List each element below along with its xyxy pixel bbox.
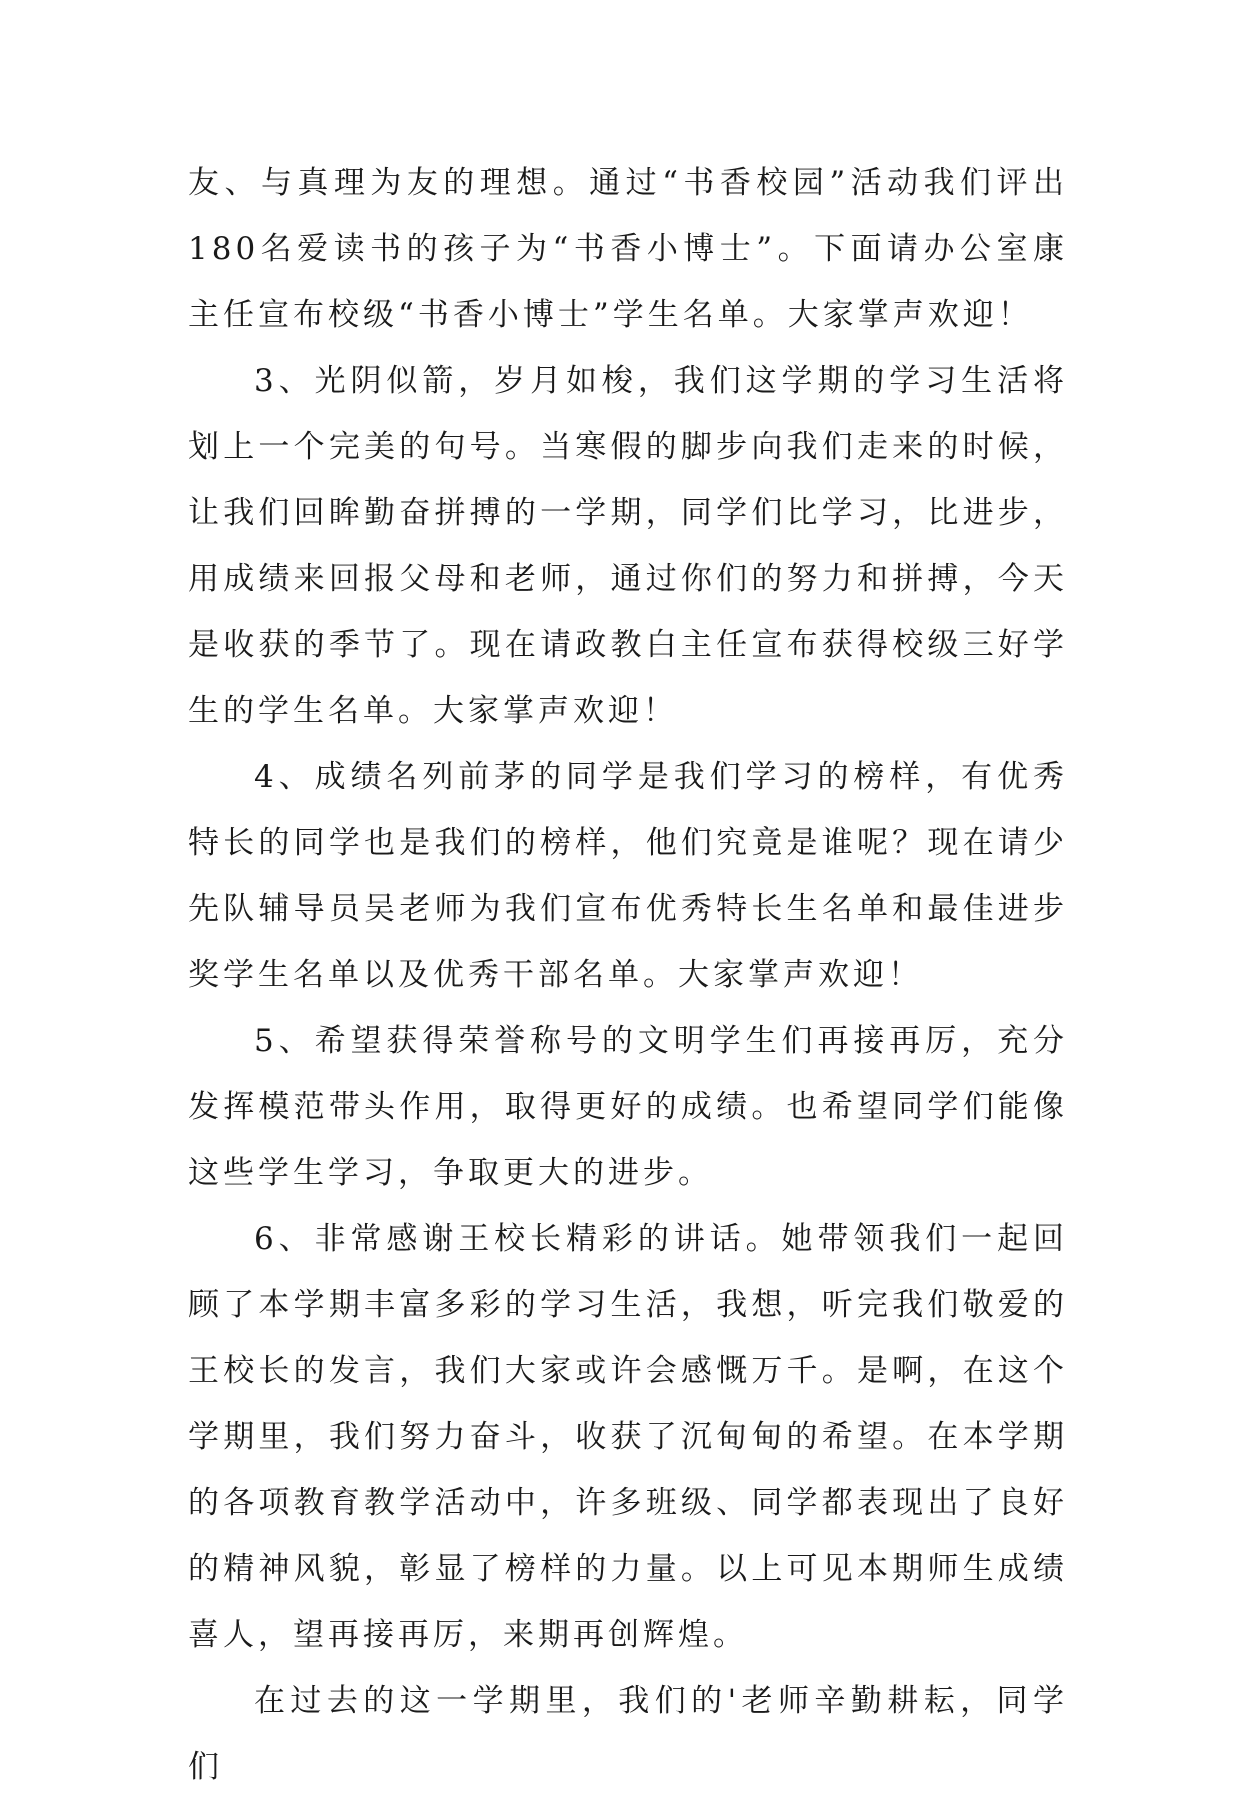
paragraph-1: 友、与真理为友的理想。通过“书香校园”活动我们评出180名爱读书的孩子为“书香小博士”。下面请办公室康主任宣布校级“书香小博士”学生名单。大家掌声欢迎！ [188,165,1068,333]
paragraph-4: 5、希望获得荣誉称号的文明学生们再接再厉，充分发挥模范带头作用，取得更好的成绩。也希望同学们能像这些学生学习，争取更大的进步。 [188,1023,1068,1191]
document-body [188,150,1068,1800]
paragraph-3: 4、成绩名列前茅的同学是我们学习的榜样，有优秀特长的同学也是我们的榜样，他们究竟是谁呢？现在请少先队辅导员吴老师为我们宣布优秀特长生名单和最佳进步奖学生名单以及优秀干部名单。大家掌声欢迎！ [188,759,1068,993]
paragraph-6: 在过去的这一学期里，我们的'老师辛勤耕耘，同学们 [188,1683,1068,1785]
paragraph-2: 3、光阴似箭，岁月如梭，我们这学期的学习生活将划上一个完美的句号。当寒假的脚步向我们走来的时候，让我们回眸勤奋拼搏的一学期，同学们比学习，比进步，用成绩来回报父母和老师，通过你们的努力和拼搏，今天是收获的季节了。现在请政教白主任宣布获得校级三好学生的学生名单。大家掌声欢迎！ [188,363,1068,729]
paragraph-5: 6、非常感谢王校长精彩的讲话。她带领我们一起回顾了本学期丰富多彩的学习生活，我想，听完我们敬爱的王校长的发言，我们大家或许会感慨万千。是啊，在这个学期里，我们努力奋斗，收获了沉甸甸的希望。在本学期的各项教育教学活动中，许多班级、同学都表现出了良好的精神风貌，彰显了榜样的力量。以上可见本期师生成绩喜人，望再接再厉，来期再创辉煌。 [188,1221,1068,1653]
